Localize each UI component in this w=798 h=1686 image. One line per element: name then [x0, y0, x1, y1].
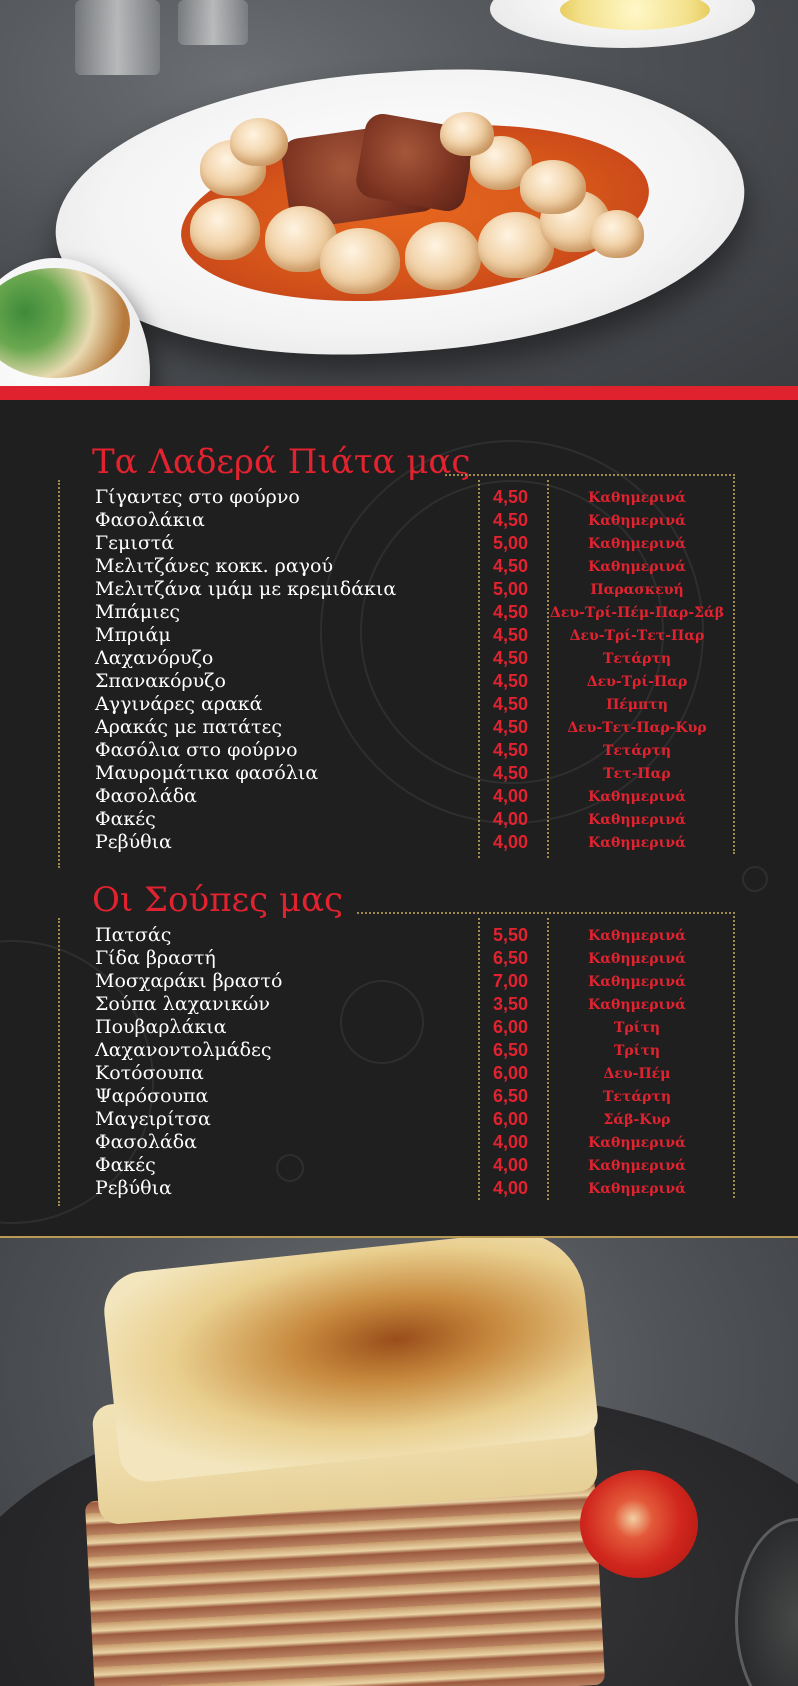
- menu-item-row: [95, 762, 735, 785]
- menu-item-price: 4,00: [493, 1132, 529, 1152]
- menu-item-name: Φασολάδα: [95, 785, 197, 807]
- menu-item-name: Φακές: [95, 808, 156, 830]
- menu-item-row: [95, 578, 735, 601]
- menu-item-name: Αρακάς με πατάτες: [95, 716, 282, 738]
- menu-item-price: 4,50: [493, 602, 529, 622]
- menu-item-row: [95, 601, 735, 624]
- menu-item-days: Πέμπτη: [606, 697, 668, 713]
- menu-item-price: 4,50: [493, 510, 529, 530]
- menu-item-days: Καθημερινά: [588, 812, 686, 828]
- menu-item-row: [95, 1039, 735, 1062]
- menu-item-row: [95, 1016, 735, 1039]
- section-title-ladera: Τα Λαδερά Πιάτα μας: [92, 442, 471, 482]
- title-dotted-line-2: [357, 912, 735, 914]
- menu-item-name: Μελιτζάνες κοκκ. ραγού: [95, 555, 333, 577]
- menu-item-days: Δευ-Πέμ: [603, 1066, 671, 1082]
- menu-item-price: 4,50: [493, 694, 529, 714]
- top-food-photo: [0, 0, 798, 386]
- menu-item-price: 4,50: [493, 740, 529, 760]
- menu-item-days: Τρίτη: [613, 1020, 661, 1036]
- menu-item-price: 6,50: [493, 1040, 529, 1060]
- section-title-soupes: Οι Σούπες μας: [92, 880, 344, 920]
- menu-item-name: Ρεβύθια: [95, 831, 172, 853]
- menu-item-price: 5,00: [493, 579, 529, 599]
- menu-item-days: Καθημερινά: [588, 997, 686, 1013]
- menu-item-row: [95, 1131, 735, 1154]
- menu-item-price: 6,50: [493, 948, 529, 968]
- menu-item-name: Ρεβύθια: [95, 1177, 172, 1199]
- menu-item-name: Σούπα λαχανικών: [95, 993, 270, 1015]
- menu-item-days: Καθημερινά: [588, 789, 686, 805]
- menu-item-price: 4,00: [493, 786, 529, 806]
- menu-item-row: [95, 970, 735, 993]
- menu-item-price: 6,00: [493, 1063, 529, 1083]
- menu-item-name: Κοτόσουπα: [95, 1062, 204, 1084]
- menu-item-days: Καθημερινά: [588, 951, 686, 967]
- menu-item-price: 4,00: [493, 809, 529, 829]
- menu-item-days: Καθημερινά: [588, 536, 686, 552]
- menu-item-row: [95, 486, 735, 509]
- menu-item-name: Μπάμιες: [95, 601, 181, 623]
- menu-item-row: [95, 670, 735, 693]
- menu-item-price: 4,50: [493, 625, 529, 645]
- menu-item-days: Δευ-Τρί-Παρ: [586, 674, 688, 690]
- menu-item-days: Καθημερινά: [588, 490, 686, 506]
- menu-item-name: Μαγειρίτσα: [95, 1108, 211, 1130]
- menu-item-price: 6,00: [493, 1109, 529, 1129]
- menu-item-name: Λαχανοντολμάδες: [95, 1039, 272, 1061]
- menu-item-row: [95, 924, 735, 947]
- menu-item-name: Φασολάδα: [95, 1131, 197, 1153]
- menu-item-days: Καθημερινά: [588, 1181, 686, 1197]
- menu-item-row: [95, 1062, 735, 1085]
- glass-jar-image: [75, 0, 160, 75]
- menu-item-name: Πουβαρλάκια: [95, 1016, 227, 1038]
- menu-item-name: Ψαρόσουπα: [95, 1085, 209, 1107]
- menu-item-price: 4,50: [493, 671, 529, 691]
- menu-item-row: [95, 1177, 735, 1200]
- menu-item-days: Καθημερινά: [588, 928, 686, 944]
- menu-item-row: [95, 739, 735, 762]
- menu-item-row: [95, 647, 735, 670]
- menu-item-price: 4,50: [493, 717, 529, 737]
- menu-item-name: Μελιτζάνα ιμάμ με κρεμιδάκια: [95, 578, 397, 600]
- bottom-food-photo: [0, 1238, 798, 1686]
- menu-item-days: Δευ-Τρί-Τετ-Παρ: [569, 628, 705, 644]
- menu-item-price: 4,50: [493, 487, 529, 507]
- menu-item-name: Γίγαντες στο φούρνο: [95, 486, 300, 508]
- cherry-tomato-image: [580, 1470, 698, 1578]
- menu-item-row: [95, 509, 735, 532]
- menu-item-name: Φασολάκια: [95, 509, 205, 531]
- menu-item-days: Παρασκευή: [590, 582, 684, 598]
- menu-item-price: 4,50: [493, 556, 529, 576]
- title-dotted-line: [445, 474, 735, 476]
- menu-item-name: Φασόλια στο φούρνο: [95, 739, 298, 761]
- menu-item-days: Δευ-Τετ-Παρ-Κυρ: [567, 720, 707, 736]
- menu-item-row: [95, 1085, 735, 1108]
- menu-item-price: 7,00: [493, 971, 529, 991]
- menu-item-days: Καθημερινά: [588, 835, 686, 851]
- menu-item-days: Καθημερινά: [588, 1158, 686, 1174]
- menu-item-name: Γίδα βραστή: [95, 947, 216, 969]
- menu-item-price: 3,50: [493, 994, 529, 1014]
- menu-item-name: Αγγινάρες αρακά: [95, 693, 263, 715]
- menu-item-days: Καθημερινά: [588, 513, 686, 529]
- menu-item-days: Τετάρτη: [602, 743, 672, 759]
- menu-item-row: [95, 716, 735, 739]
- menu-item-days: Καθημερινά: [588, 974, 686, 990]
- menu-item-row: [95, 1108, 735, 1131]
- menu-item-name: Μοσχαράκι βραστό: [95, 970, 283, 992]
- menu-item-days: Σάβ-Κυρ: [603, 1112, 671, 1128]
- menu-item-days: Τρίτη: [613, 1043, 661, 1059]
- menu-item-row: [95, 624, 735, 647]
- menu-item-name: Φακές: [95, 1154, 156, 1176]
- menu-item-row: [95, 808, 735, 831]
- left-dotted-border: [58, 480, 60, 868]
- small-plate-icon: [742, 866, 768, 892]
- menu-item-price: 6,00: [493, 1017, 529, 1037]
- menu-item-name: Μπριάμ: [95, 624, 171, 646]
- menu-item-price: 6,50: [493, 1086, 529, 1106]
- menu-item-name: Μαυρομάτικα φασόλια: [95, 762, 319, 784]
- menu-item-days: Καθημερινά: [588, 1135, 686, 1151]
- left-dotted-border-2: [58, 918, 60, 1206]
- menu-item-row: [95, 947, 735, 970]
- red-divider-bar: [0, 386, 798, 400]
- menu-item-row: [95, 1154, 735, 1177]
- menu-item-days: Τετάρτη: [602, 1089, 672, 1105]
- menu-item-price: 4,00: [493, 832, 529, 852]
- menu-item-days: Τετ-Παρ: [603, 766, 671, 782]
- menu-item-price: 4,50: [493, 648, 529, 668]
- menu-item-name: Πατσάς: [95, 924, 172, 946]
- menu-item-row: [95, 532, 735, 555]
- menu-item-price: 4,00: [493, 1178, 529, 1198]
- menu-item-name: Σπανακόρυζο: [95, 670, 226, 692]
- menu-item-days: Τετάρτη: [602, 651, 672, 667]
- menu-item-row: [95, 831, 735, 854]
- menu-item-row: [95, 555, 735, 578]
- menu-item-row: [95, 693, 735, 716]
- menu-item-row: [95, 785, 735, 808]
- menu-item-price: 4,00: [493, 1155, 529, 1175]
- menu-item-row: [95, 993, 735, 1016]
- menu-item-price: 5,50: [493, 925, 529, 945]
- menu-item-days: Δευ-Τρί-Πέμ-Παρ-Σάβ: [549, 605, 725, 621]
- menu-item-price: 4,50: [493, 763, 529, 783]
- menu-item-name: Γεμιστά: [95, 532, 175, 554]
- salt-shaker-image: [178, 0, 248, 45]
- menu-item-name: Λαχανόρυζο: [95, 647, 214, 669]
- menu-item-days: Καθημερινά: [588, 559, 686, 575]
- onion-image: [190, 198, 260, 260]
- menu-item-price: 5,00: [493, 533, 529, 553]
